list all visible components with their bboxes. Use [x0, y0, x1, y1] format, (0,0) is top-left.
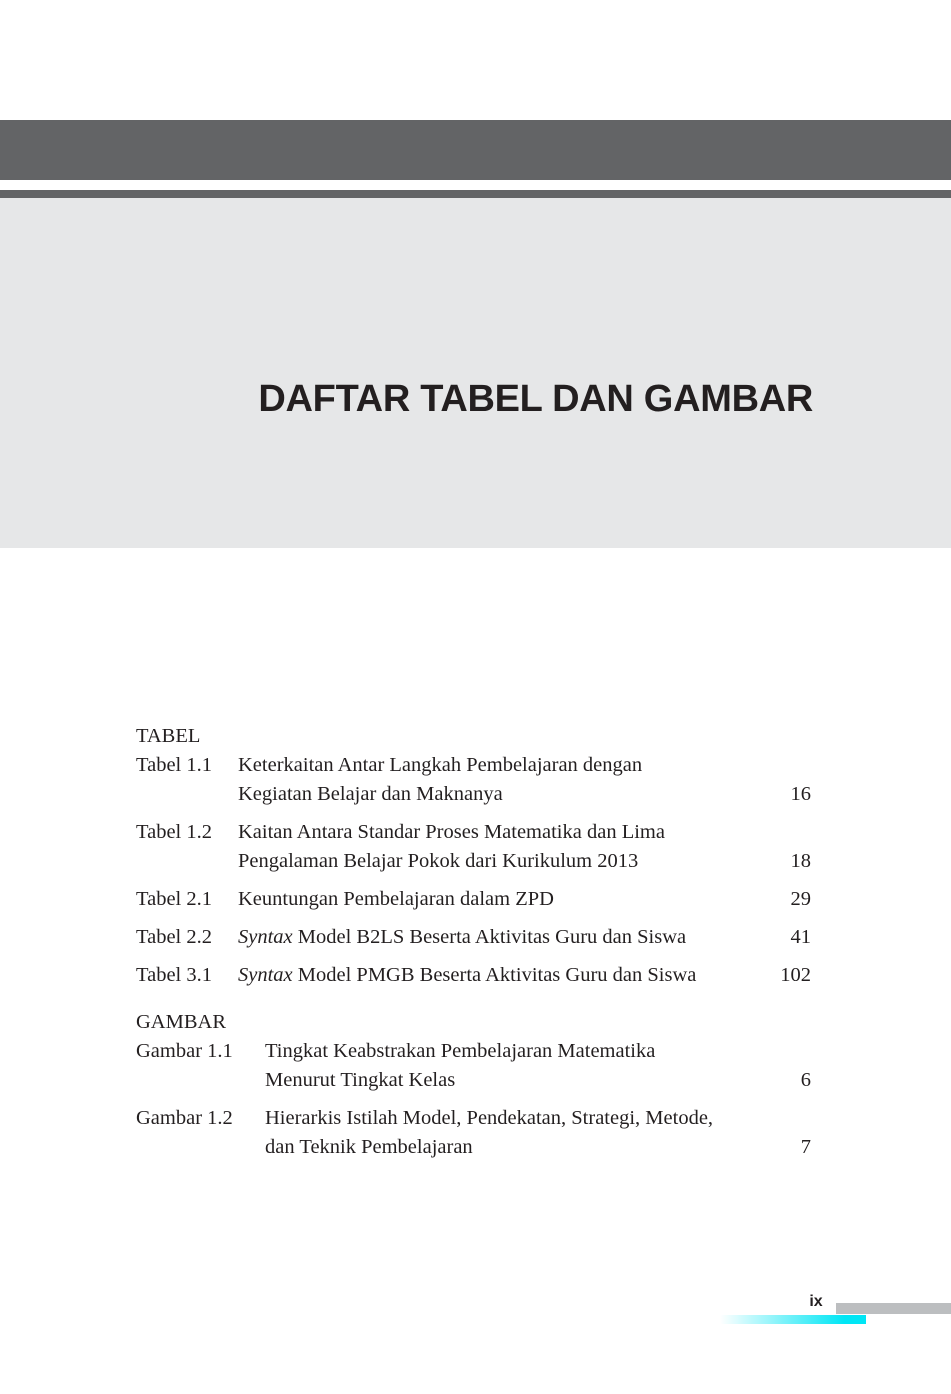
page-number: 6 [800, 1069, 811, 1091]
footer-gray-bar [836, 1303, 951, 1314]
entry-title-rest: Model B2LS Beserta Aktivitas Guru dan Siswa [292, 926, 687, 948]
page-number: 102 [780, 964, 811, 986]
entry-title-line: Kaitan Antara Standar Proses Matematika dan Lima [238, 821, 665, 843]
page-number: 41 [790, 926, 811, 948]
entry-title [238, 923, 686, 952]
header-thin-rule [0, 190, 951, 198]
page-number: 7 [800, 1136, 811, 1158]
entry-title: Keuntungan Pembelajaran dalam ZPD [238, 888, 554, 910]
entry-label: Tabel 2.1 [136, 888, 212, 910]
header-dark-band [0, 120, 951, 180]
page-number: 16 [790, 783, 811, 805]
table-of-contents [136, 722, 811, 1162]
section-heading-tabel: TABEL [136, 725, 201, 747]
header-gray-block [0, 198, 951, 548]
entry-title-line: dan Teknik Pembelajaran [265, 1136, 473, 1158]
list-item [136, 818, 811, 876]
entry-title-italic: Syntax [238, 964, 293, 986]
section-heading-gambar: GAMBAR [136, 1011, 226, 1033]
entry-label: Tabel 1.2 [136, 821, 212, 843]
list-item [136, 961, 811, 990]
list-item [136, 923, 811, 952]
entry-title-line: Menurut Tingkat Kelas [265, 1069, 456, 1091]
list-item [136, 1104, 811, 1162]
entry-title-line: Pengalaman Belajar Pokok dari Kurikulum 2013 [238, 850, 639, 872]
entry-title-line: Kegiatan Belajar dan Maknanya [238, 783, 503, 805]
entry-title-line: Tingkat Keabstrakan Pembelajaran Matematika [265, 1040, 656, 1062]
page-title: DAFTAR TABEL DAN GAMBAR [258, 378, 813, 420]
page-number: 18 [790, 850, 811, 872]
footer-cyan-bar [720, 1315, 866, 1324]
page-number: 29 [790, 888, 811, 910]
entry-title-italic: Syntax [238, 926, 293, 948]
entry-label: Tabel 2.2 [136, 926, 212, 948]
entry-title-rest: Model PMGB Beserta Aktivitas Guru dan Siswa [292, 964, 697, 986]
entry-label: Gambar 1.1 [136, 1040, 233, 1062]
page-folio: ix [809, 1293, 823, 1310]
entry-label: Tabel 3.1 [136, 964, 212, 986]
list-item [136, 1037, 811, 1095]
entry-label: Gambar 1.2 [136, 1107, 233, 1129]
entry-label: Tabel 1.1 [136, 754, 212, 776]
list-item [136, 885, 811, 914]
entry-title [238, 961, 696, 990]
list-item [136, 751, 811, 809]
entry-title-line: Keterkaitan Antar Langkah Pembelajaran dengan [238, 754, 643, 776]
entry-title-line: Hierarkis Istilah Model, Pendekatan, Strategi, Metode, [265, 1107, 714, 1129]
